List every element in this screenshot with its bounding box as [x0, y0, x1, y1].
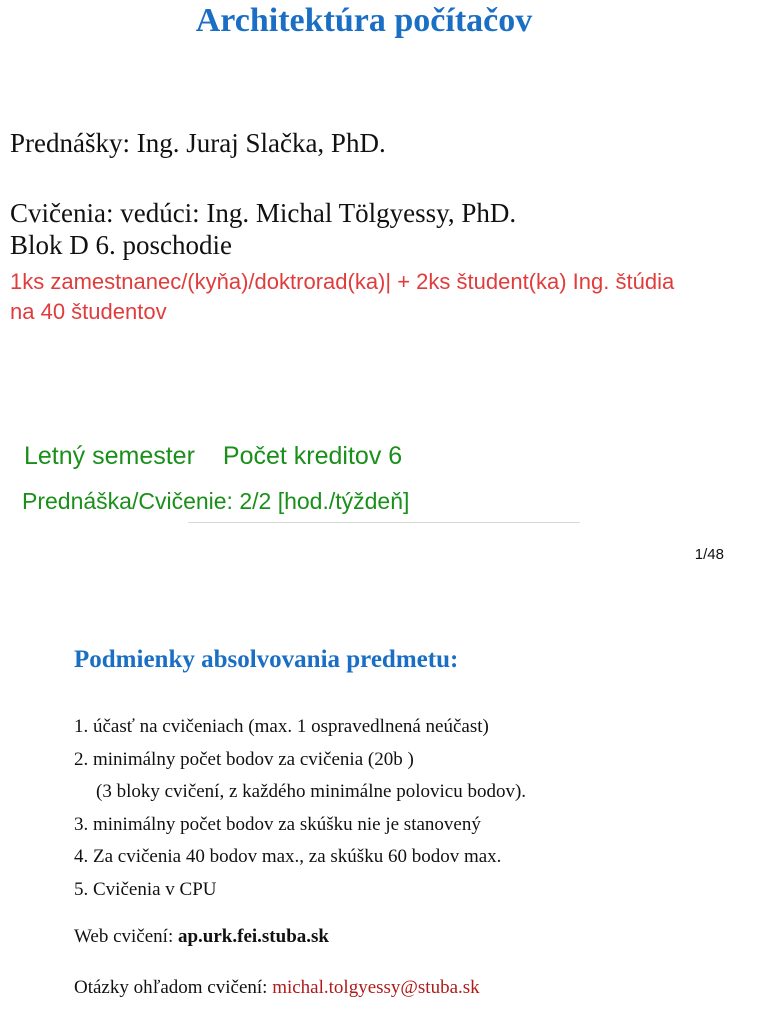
list-item: 2. minimálny počet bodov za cvičenia (20b ) [74, 748, 414, 770]
web-line [74, 926, 329, 948]
staff-info-line-2: na 40 študentov [10, 299, 167, 324]
questions-line [74, 977, 480, 999]
web-label: Web cvičení: [74, 926, 178, 947]
slide-title: Architektúra počítačov [195, 2, 533, 39]
exercises-lead-line: Cvičenia: vedúci: Ing. Michal Tölgyessy, PhD. [10, 198, 517, 228]
list-item: 1. účasť na cvičeniach (max. 1 ospravedlnená neúčast) [74, 716, 489, 737]
web-url-link[interactable]: ap.urk.fei.stuba.sk [177, 926, 329, 947]
lecturer-line: Prednášky: Ing. Juraj Slačka, PhD. [10, 128, 386, 158]
list-item: 5. Cvičenia v CPU [74, 878, 217, 900]
semester-info [24, 442, 402, 471]
page-counter: 1/48 [694, 546, 724, 563]
location-line: Blok D 6. poschodie [10, 230, 232, 260]
slide-divider [188, 522, 580, 523]
list-item: 4. Za cvičenia 40 bodov max., za skúšku 60 bodov max. [74, 846, 502, 868]
conditions-list [74, 711, 526, 907]
conditions-heading: Podmienky absolvovania predmetu: [74, 646, 459, 673]
staff-info-line-1: 1ks zamestnanec/(kyňa)/doktrorad(ka)| + 2ks študent(ka) Ing. štúdia [10, 269, 675, 294]
list-item: 3. minimálny počet bodov za skúšku nie je stanovený [74, 813, 481, 835]
staff-info [10, 267, 674, 327]
credits-label: Počet kreditov 6 [222, 442, 403, 470]
questions-label: Otázky ohľadom cvičení: [74, 977, 273, 998]
email-link[interactable]: michal.tolgyessy@stuba.sk [272, 977, 480, 998]
hours-per-week: Prednáška/Cvičenie: 2/2 [hod./týždeň] [22, 488, 410, 514]
list-item: (3 bloky cvičení, z každého minimálne polovicu bodov). [96, 781, 527, 803]
semester-label: Letný semester [24, 442, 195, 470]
